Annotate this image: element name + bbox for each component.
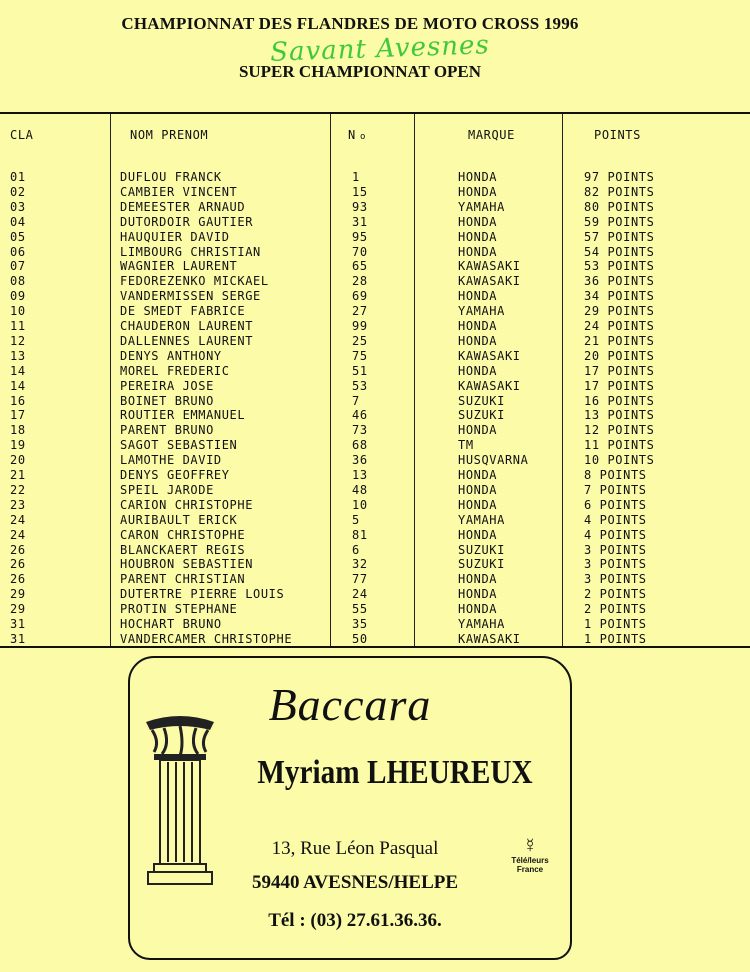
row-name: AURIBAULT ERICK <box>120 512 238 527</box>
row-number: 99 <box>352 319 368 333</box>
row-cla: 29 <box>10 587 26 602</box>
row-points: 2 POINTS <box>584 602 647 617</box>
row-name: HOUBRON SEBASTIEN <box>120 557 254 572</box>
row-marque: HONDA <box>458 289 498 304</box>
row-marque: TM <box>458 438 474 453</box>
row-number: 10 <box>352 497 368 512</box>
page-subtitle: SUPER CHAMPIONNAT OPEN <box>238 62 482 81</box>
row-points: 36 POINTS <box>584 274 655 289</box>
header-number: N <box>348 128 356 142</box>
row-marque: SUZUKI <box>458 408 505 423</box>
row-number: 46 <box>352 408 368 423</box>
row-points: 4 POINTS <box>584 527 647 542</box>
row-cla: 10 <box>10 304 26 319</box>
row-marque: HONDA <box>458 184 498 199</box>
row-cla: 26 <box>10 557 26 572</box>
row-number: 35 <box>352 617 368 631</box>
interflora-mercury-icon: ☿ <box>522 835 538 857</box>
row-marque: HONDA <box>458 497 498 512</box>
row-points: 3 POINTS <box>584 572 647 587</box>
row-name: DENYS ANTHONY <box>120 348 222 363</box>
row-cla: 09 <box>10 289 26 304</box>
row-number: 36 <box>352 453 368 468</box>
row-number: 31 <box>352 214 368 229</box>
row-points: 29 POINTS <box>584 304 655 319</box>
row-name: DALLENNES LAURENT <box>120 333 254 348</box>
row-marque: HONDA <box>458 423 498 438</box>
advertisement <box>128 656 572 960</box>
row-number: 50 <box>352 631 368 646</box>
row-name: HOCHART BRUNO <box>120 617 222 631</box>
row-cla: 13 <box>10 348 26 363</box>
row-name: BLANCKAERT REGIS <box>120 542 246 557</box>
ad-city: 59440 AVESNES/HELPE <box>251 872 459 893</box>
header-marque: MARQUE <box>468 128 515 142</box>
row-name: PARENT BRUNO <box>120 423 214 438</box>
ad-brand: Baccara <box>268 679 432 730</box>
row-cla: 29 <box>10 602 26 617</box>
row-marque: KAWASAKI <box>458 274 521 289</box>
row-number: 27 <box>352 304 368 319</box>
row-marque: KAWASAKI <box>458 348 521 363</box>
row-number: 69 <box>352 289 368 304</box>
row-number: 75 <box>352 348 368 363</box>
row-marque: SUZUKI <box>458 393 505 408</box>
row-name: ROUTIER EMMANUEL <box>120 408 246 423</box>
row-cla: 01 <box>10 170 26 184</box>
ad-telephone: Tél : (03) 27.61.36.36. <box>268 910 442 931</box>
row-marque: HONDA <box>458 170 498 184</box>
row-points: 13 POINTS <box>584 408 655 423</box>
row-name: CARON CHRISTOPHE <box>120 527 246 542</box>
corinthian-column-icon <box>140 714 220 892</box>
row-points: 20 POINTS <box>584 348 655 363</box>
row-marque: KAWASAKI <box>458 259 521 274</box>
row-points: 97 POINTS <box>584 170 655 184</box>
row-points: 24 POINTS <box>584 319 655 333</box>
row-cla: 17 <box>10 408 26 423</box>
row-cla: 22 <box>10 482 26 497</box>
row-points: 59 POINTS <box>584 214 655 229</box>
row-number: 24 <box>352 587 368 602</box>
row-cla: 31 <box>10 631 26 646</box>
row-name: DUTORDOIR GAUTIER <box>120 214 254 229</box>
row-number: 55 <box>352 602 368 617</box>
row-points: 7 POINTS <box>584 482 647 497</box>
row-name: BOINET BRUNO <box>120 393 214 408</box>
row-name: CARION CHRISTOPHE <box>120 497 254 512</box>
row-marque: YAMAHA <box>458 512 505 527</box>
row-marque: HONDA <box>458 319 498 333</box>
row-marque: HONDA <box>458 468 498 482</box>
row-number: 5 <box>352 512 360 527</box>
row-cla: 31 <box>10 617 26 631</box>
row-number: 6 <box>352 542 360 557</box>
row-name: DEMEESTER ARNAUD <box>120 199 246 214</box>
row-cla: 26 <box>10 572 26 587</box>
row-marque: HONDA <box>458 572 498 587</box>
row-cla: 24 <box>10 527 26 542</box>
row-number: 28 <box>352 274 368 289</box>
row-name: HAUQUIER DAVID <box>120 229 230 244</box>
row-name: CHAUDERON LAURENT <box>120 319 254 333</box>
header-number-mark: o <box>360 132 367 142</box>
row-number: 1 <box>352 170 360 184</box>
row-number: 70 <box>352 244 368 259</box>
row-name: DUFLOU FRANCK <box>120 170 222 184</box>
row-cla: 12 <box>10 333 26 348</box>
logo-text-line1: Télé/leurs <box>511 856 549 865</box>
header-cla: CLA <box>10 128 34 142</box>
row-number: 13 <box>352 468 368 482</box>
row-number: 51 <box>352 363 368 378</box>
row-marque: SUZUKI <box>458 542 505 557</box>
row-number: 65 <box>352 259 368 274</box>
row-points: 80 POINTS <box>584 199 655 214</box>
row-number: 32 <box>352 557 368 572</box>
handwritten-annotation: Savant Avesnes <box>269 30 491 68</box>
row-cla: 21 <box>10 468 26 482</box>
row-name: LAMOTHE DAVID <box>120 453 222 468</box>
row-marque: HONDA <box>458 482 498 497</box>
row-name: SAGOT SEBASTIEN <box>120 438 238 453</box>
row-points: 17 POINTS <box>584 363 655 378</box>
row-marque: HONDA <box>458 587 498 602</box>
row-points: 8 POINTS <box>584 468 647 482</box>
row-points: 16 POINTS <box>584 393 655 408</box>
row-points: 21 POINTS <box>584 333 655 348</box>
results-table <box>0 112 750 648</box>
row-name: VANDERCAMER CHRISTOPHE <box>120 631 293 646</box>
row-number: 81 <box>352 527 368 542</box>
row-name: PARENT CHRISTIAN <box>120 572 246 587</box>
row-marque: HONDA <box>458 229 498 244</box>
row-cla: 16 <box>10 393 26 408</box>
row-points: 6 POINTS <box>584 497 647 512</box>
header-name: NOM PRENOM <box>130 128 209 142</box>
row-cla: 18 <box>10 423 26 438</box>
row-name: LIMBOURG CHRISTIAN <box>120 244 261 259</box>
row-number: 95 <box>352 229 368 244</box>
row-cla: 08 <box>10 274 26 289</box>
row-points: 3 POINTS <box>584 542 647 557</box>
row-points: 10 POINTS <box>584 453 655 468</box>
row-number: 25 <box>352 333 368 348</box>
row-number: 48 <box>352 482 368 497</box>
row-points: 53 POINTS <box>584 259 655 274</box>
row-name: PEREIRA JOSE <box>120 378 214 393</box>
row-cla: 06 <box>10 244 26 259</box>
row-cla: 07 <box>10 259 26 274</box>
row-name: DENYS GEOFFREY <box>120 468 230 482</box>
row-points: 2 POINTS <box>584 587 647 602</box>
interflora-logo <box>498 836 562 874</box>
row-marque: KAWASAKI <box>458 631 521 646</box>
row-points: 82 POINTS <box>584 184 655 199</box>
row-cla: 26 <box>10 542 26 557</box>
row-name: FEDOREZENKO MICKAEL <box>120 274 269 289</box>
row-points: 12 POINTS <box>584 423 655 438</box>
logo-text-line2: France <box>516 865 544 874</box>
row-marque: HONDA <box>458 333 498 348</box>
row-cla: 19 <box>10 438 26 453</box>
row-cla: 23 <box>10 497 26 512</box>
row-cla: 05 <box>10 229 26 244</box>
row-number: 77 <box>352 572 368 587</box>
row-cla: 02 <box>10 184 26 199</box>
row-number: 7 <box>352 393 360 408</box>
row-name: WAGNIER LAURENT <box>120 259 238 274</box>
page-title: CHAMPIONNAT DES FLANDRES DE MOTO CROSS 1996 <box>121 14 579 33</box>
row-number: 53 <box>352 378 368 393</box>
row-number: 73 <box>352 423 368 438</box>
row-name: DUTERTRE PIERRE LOUIS <box>120 587 285 602</box>
row-marque: HONDA <box>458 244 498 259</box>
row-points: 17 POINTS <box>584 378 655 393</box>
row-name: PROTIN STEPHANE <box>120 602 238 617</box>
row-name: VANDERMISSEN SERGE <box>120 289 261 304</box>
row-marque: HONDA <box>458 602 498 617</box>
row-marque: YAMAHA <box>458 617 505 631</box>
row-name: MOREL FREDERIC <box>120 363 230 378</box>
ad-street: 13, Rue Léon Pasqual <box>271 838 439 859</box>
row-points: 3 POINTS <box>584 557 647 572</box>
row-marque: YAMAHA <box>458 199 505 214</box>
row-number: 93 <box>352 199 368 214</box>
row-cla: 14 <box>10 378 26 393</box>
row-name: DE SMEDT FABRICE <box>120 304 246 319</box>
header-points: POINTS <box>594 128 641 142</box>
row-marque: YAMAHA <box>458 304 505 319</box>
row-cla: 14 <box>10 363 26 378</box>
row-number: 68 <box>352 438 368 453</box>
row-points: 57 POINTS <box>584 229 655 244</box>
row-cla: 03 <box>10 199 26 214</box>
row-points: 11 POINTS <box>584 438 655 453</box>
row-marque: HONDA <box>458 363 498 378</box>
row-marque: HONDA <box>458 527 498 542</box>
row-points: 34 POINTS <box>584 289 655 304</box>
row-marque: HONDA <box>458 214 498 229</box>
row-points: 1 POINTS <box>584 631 647 646</box>
ad-owner-name: Myriam LHEUREUX <box>257 754 533 791</box>
row-points: 1 POINTS <box>584 617 647 631</box>
row-name: CAMBIER VINCENT <box>120 184 238 199</box>
row-cla: 04 <box>10 214 26 229</box>
row-marque: SUZUKI <box>458 557 505 572</box>
row-cla: 20 <box>10 453 26 468</box>
row-cla: 11 <box>10 319 26 333</box>
row-marque: KAWASAKI <box>458 378 521 393</box>
row-marque: HUSQVARNA <box>458 453 529 468</box>
row-cla: 24 <box>10 512 26 527</box>
row-points: 54 POINTS <box>584 244 655 259</box>
row-number: 15 <box>352 184 368 199</box>
row-name: SPEIL JARODE <box>120 482 214 497</box>
row-points: 4 POINTS <box>584 512 647 527</box>
